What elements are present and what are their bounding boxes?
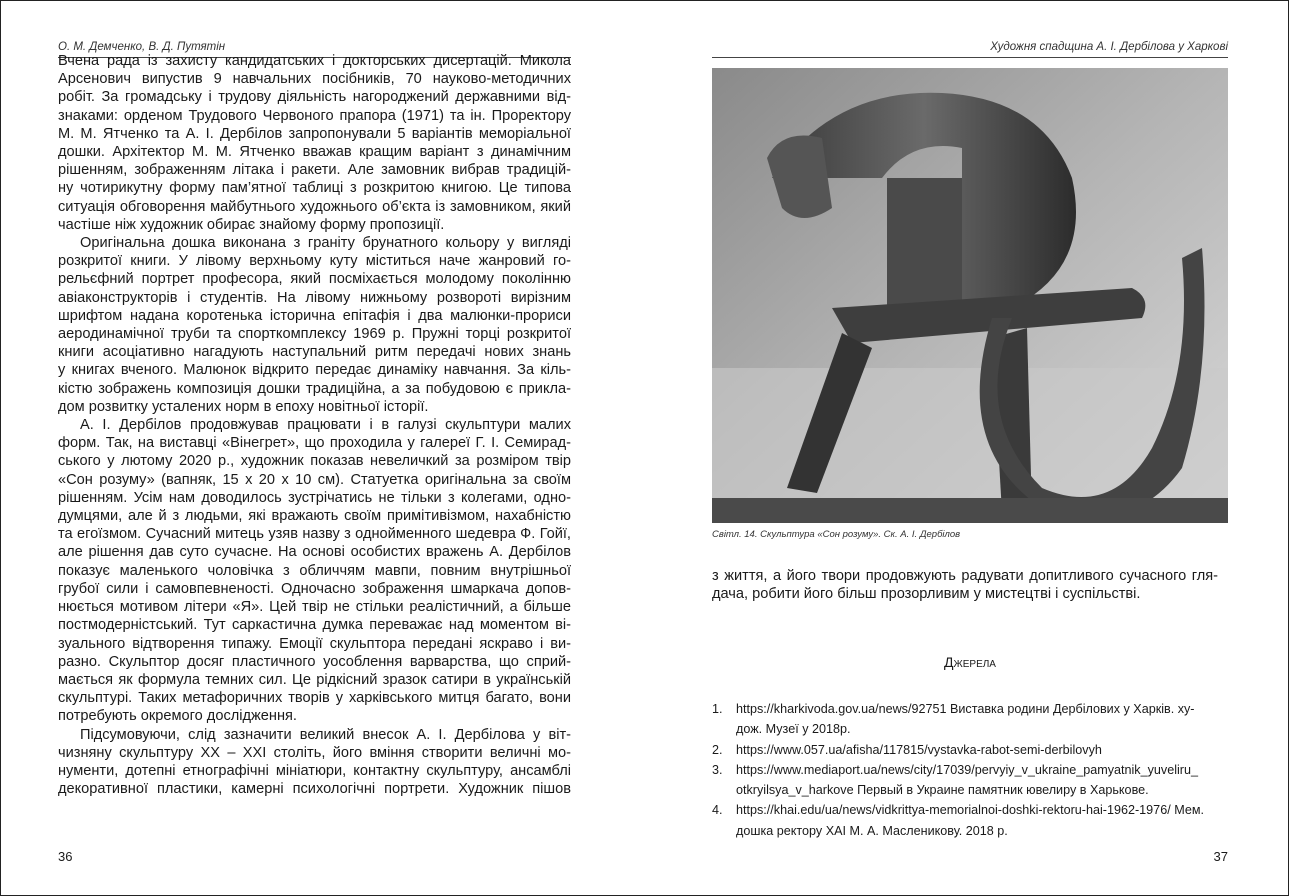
text-line: постмодерністський. Тут саркастична думка переважає над моментом ві- [58,617,571,634]
source-text[interactable]: https://kharkivoda.gov.ua/news/92751 Виставка родини Дербілових у Харків. ху-дож. Музеї у 2018р. [736,702,1195,737]
text-line: нументи, дотепні етнографічні мініатюри, контактну скульптуру, ансамблі [58,762,571,779]
text-line: Арсенович випустив 9 навчальних посібників, 70 науково-методичних [58,71,571,88]
text-line: розкритої книги. У лівому верхньому куту міститься наче жанровий го- [58,253,571,270]
text-line: мається як формула темних сил. Це рідкісний зразок сатири в українській [58,671,571,688]
text-line: з життя, а його твори продовжують радувати допитливого сучасного гля- [712,568,1218,584]
text-line: кістю зображень композиція дошки традиційна, а за побудовою є прикла- [58,380,571,397]
source-number: 4. [712,803,723,818]
source-text[interactable]: https://khai.edu/ua/news/vidkrittya-memorialnoi-doshki-rektoru-hai-1962-1976/ Мем. дошка ректору ХАІ М. А. Масленикову. 2018 р. [736,803,1204,838]
text-line: грубої сили і самовпевненості. Одночасно зображення шмаркача допов- [58,580,571,597]
text-line: показує маленького чоловічка з обличчям мавпи, повним внутрішньої [58,562,571,579]
text-line: частіше ніж художник обирає знайому форму пропозиції. [58,216,445,233]
text-line: та егоїзмом. Сучасний митець узяв назву з однойменного шедевра Ф. Гойї, [58,526,571,543]
text-line: нюється мотивом літери «Я». Цей твір не стільки реалістичний, а більше [58,599,571,616]
source-item [712,740,1218,760]
source-text[interactable]: https://www.mediaport.ua/news/city/17039/pervyiy_v_ukraine_pamyatnik_yuveliru_ otkryilsya_v_harkove Первый в Украине памятник ювелиру в Харькове. [736,762,1199,798]
text-line: разно. Скульптор досяг пластичного уособлення варварства, що сприй- [58,653,571,670]
source-number: 1. [712,702,723,716]
left-page-number: 36 [58,849,73,864]
left-body-text [58,52,571,798]
text-line: авіаконструкторів і студентів. На лівому нижньому розвороті вирізним [58,289,571,306]
text-line: дача, робити його більш прозорливим у мистецтві і суспільстві. [712,586,1141,603]
right-header-rule [712,57,1228,58]
right-page-number: 37 [1213,849,1228,864]
text-line: зуального відтворення типажу. Емоції скульптора передані яскраво і ви- [58,635,571,652]
left-running-head: О. М. Демченко, В. Д. Путятін [58,41,226,53]
text-line: декоративної пластики, камерні психологічні портрети. Художник пішов [58,781,571,798]
source-item [712,760,1218,801]
text-line: «Сон розуму» (вапняк, 15 х 20 х 10 см). Статуетка оригінальна за своїм [58,471,571,488]
source-text[interactable]: https://www.057.ua/afisha/117815/vystavka-rabot-semi-derbilovyh [736,742,1102,757]
text-line: книги асоціативно нагадують наступальний ритм передачі нових знань [58,344,571,361]
sources-heading: Джерела [944,654,996,670]
text-line: А. І. Дербілов продовжував працювати і в галузі скульптури малих [80,417,571,434]
text-line: робіт. За громадську і трудову діяльність нагороджений державними від- [58,89,571,106]
text-line: ситуація обговорення майбутнього художнього об’єкта із замовником, який [58,198,571,215]
figure-caption: Світл. 14. Скульптура «Сон розуму». Ск. А. І. Дербілов [712,529,961,540]
text-line: М. М. Ятченко та А. І. Дербілов запропонували 5 варіантів меморіальної [58,125,571,142]
source-number: 2. [712,742,723,757]
text-line: Оригінальна дошка виконана з граніту брунатного кольору у вигляді [80,235,571,252]
text-line: шрифтом надана коротенька історична епітафія і два малюнки-прориси [58,307,571,324]
text-line: Вчена рада із захисту кандидатських і докторських дисертацій. Микола [58,53,571,69]
text-line: дом розвитку усталених норм в епоху новітньої історії. [58,398,429,415]
text-line: ну чотирикутну форму пам’ятної таблиці з розкритою книгою. Це типова [58,180,571,197]
source-item [712,699,1218,740]
text-line: Підсумовуючи, слід зазначити великий внесок А. І. Дербілова у віт- [80,726,571,743]
source-number: 3. [712,762,723,777]
source-item [712,800,1218,841]
text-line: знаками: орденом Трудового Червоного прапора (1971) та ін. Проректору [58,107,571,124]
text-line: форм. Так, на виставці «Вінегрет», що проходила у галереї Г. І. Семирад- [58,435,571,452]
text-line: думцями, але й з людьми, які вражають своїм примітивізмом, нахабністю [58,508,571,525]
text-line: чизняну скульптуру ХХ – ХХІ століть, його вміння створити величні мо- [58,744,571,761]
text-line: рельєфний портрет професора, який посміхається молодому поколінню [58,271,571,288]
right-body-text [712,567,1218,603]
text-line: рішенням, зображенням літака і ракети. Але замовник вибрав традицій- [58,162,571,179]
text-line: але рішення дав суто сучасне. На основі особистих вражень А. Дербілов [58,544,571,561]
right-running-head: Художня спадщина А. І. Дербілова у Харкові [990,41,1228,53]
sculpture-photo [712,68,1228,523]
text-line: ського у лютому 2020 р., художник показав невеличкий за розміром твір [58,453,571,470]
text-line: дошки. Архітектор М. М. Ятченко вважав кращим варіант з динамічним [58,144,571,161]
text-line: потребують окремого дослідження. [58,708,297,725]
text-line: рішенням. Усім нам доводилось зустрічатись не тільки з колегами, одно- [58,489,571,506]
text-line: скульптурі. Таких метафоричних творів у харківського митця багато, вони [58,690,571,707]
sources-list [712,699,1218,841]
text-line: аеродинамічної труби та спорткомплексу 1969 р. Пружні торці розкритої [58,326,571,343]
text-line: у книгах вченого. Малюнок відкрито передає динаміку навчання. За кіль- [58,362,571,379]
